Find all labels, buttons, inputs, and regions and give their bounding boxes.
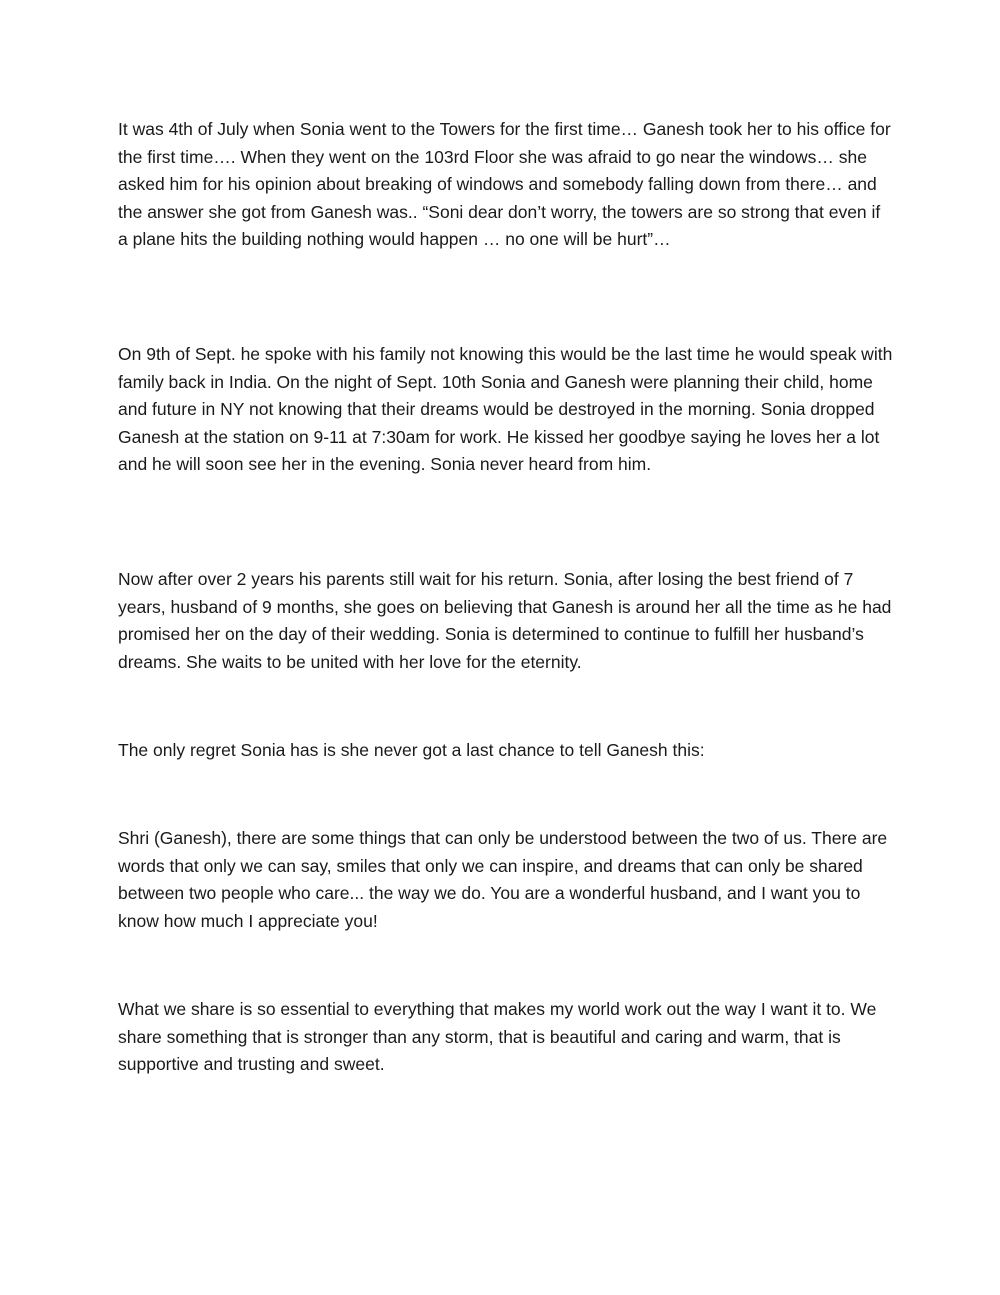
paragraph-waiting: Now after over 2 years his parents still wait for his return. Sonia, after losing the best friend of 7 years, husband of 9 months, she goes on believing that Ganesh is around her all the time as he had promised her on the day of their wedding. Sonia is determined to continue to fulfill her husband’s dreams. She waits to be united with her love for the eternity. <box>118 569 892 672</box>
paragraph-september: On 9th of Sept. he spoke with his family not knowing this would be the last time he would speak with family back in India. On the night of Sept. 10th Sonia and Ganesh were planning their child, home and future in NY not knowing that their dreams would be destroyed in the morning. Sonia dropped Ganesh at the station on 9-11 at 7:30am for work. He kissed her goodbye saying he loves her a lot and he will soon see her in the evening. Sonia never heard from him. <box>118 344 893 474</box>
paragraph-regret: The only regret Sonia has is she never got a last chance to tell Ganesh this: <box>118 740 705 760</box>
paragraph-towers-visit: It was 4th of July when Sonia went to the Towers for the first time… Ganesh took her to his office for the first time…. When they went on the 103rd Floor she was afraid to go near the windows… she asked him for his opinion about breaking of windows and somebody falling down from there… and the answer she got from Ganesh was.. “Soni dear don’t worry, the towers are so strong that even if a plane hits the building nothing would happen … no one will be hurt”… <box>118 119 891 249</box>
paragraph-what-we-share: What we share is so essential to everything that makes my world work out the way I want it to. We share something that is stronger than any storm, that is beautiful and caring and warm, that is supportive and trusting and sweet. <box>118 999 877 1074</box>
paragraph-message: Shri (Ganesh), there are some things that can only be understood between the two of us. There are words that only we can say, smiles that only we can inspire, and dreams that can only be shared between two people who care... the way we do. You are a wonderful husband, and I want you to know how much I appreciate you! <box>118 828 888 931</box>
